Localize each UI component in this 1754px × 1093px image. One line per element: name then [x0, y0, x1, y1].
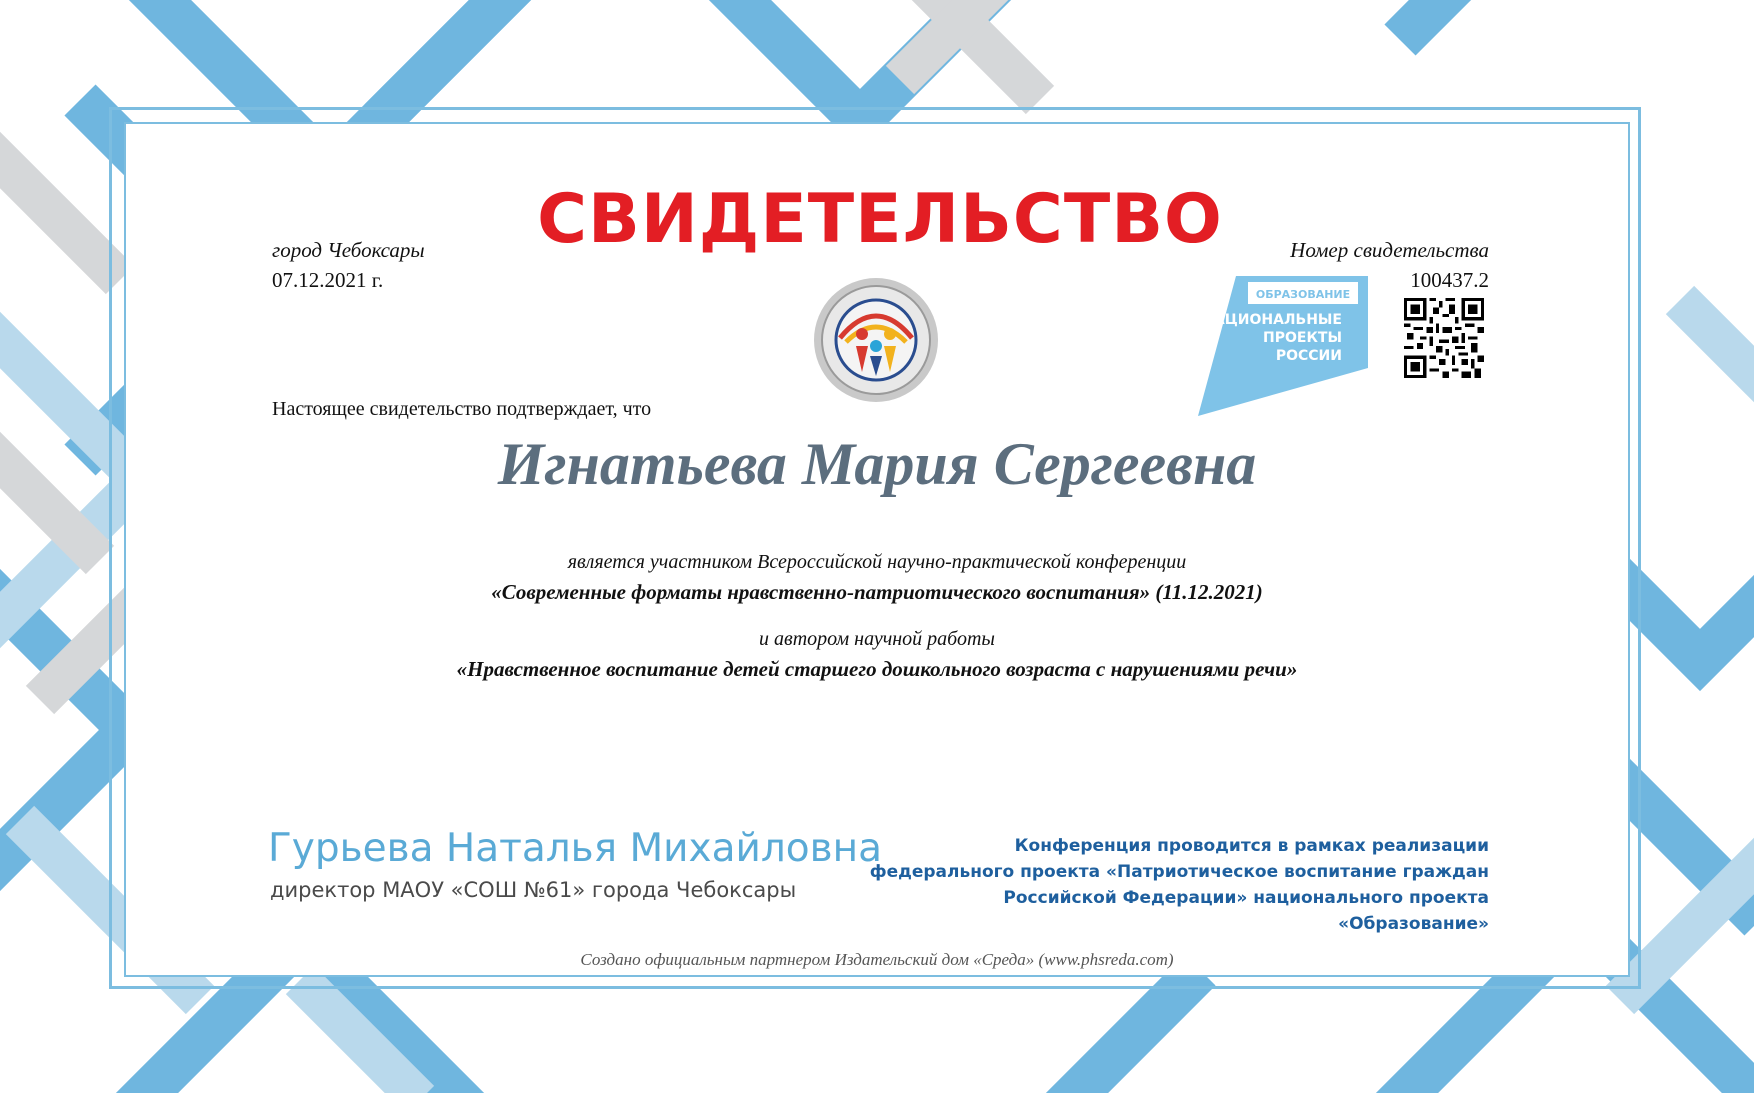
recipient-name: Игнатьева Мария Сергеевна	[497, 431, 1257, 497]
np-logo-line3: РОССИИ	[1275, 348, 1342, 364]
publisher-credit: Создано официальным партнером Издательский дом «Среда» (www.phsreda.com)	[580, 950, 1174, 969]
certificate-title: СВИДЕТЕЛЬСТВО	[537, 180, 1223, 259]
certificate-number-value: 100437.2	[1410, 268, 1489, 292]
conference-note-line2: федерального проекта «Патриотическое воспитание граждан	[869, 862, 1489, 882]
signatory-name: Гурьева Наталья Михайловна	[268, 826, 882, 871]
issue-date: 07.12.2021 г.	[272, 268, 384, 292]
author-line: и автором научной работы	[759, 628, 995, 650]
np-logo-top-text: ОБРАЗОВАНИЕ	[1255, 288, 1351, 301]
conference-note	[869, 833, 1489, 937]
participant-line: является участником Всероссийской научно-практической конференции	[567, 551, 1187, 573]
work-title: «Нравственное воспитание детей старшего дошкольного возраста с нарушениями речи»	[456, 657, 1298, 681]
conference-name: «Современные форматы нравственно-патриотического воспитания» (11.12.2021)	[491, 580, 1263, 604]
city-label: город Чебоксары	[272, 238, 425, 262]
school-emblem-icon	[812, 276, 940, 404]
national-projects-logo	[1192, 272, 1372, 418]
np-logo-line2: ПРОЕКТЫ	[1263, 330, 1342, 346]
conference-note-line3: Российской Федерации» национального проекта «Образование»	[1003, 888, 1489, 934]
certificate-number-label: Номер свидетельства	[1290, 238, 1489, 262]
signatory-position: директор МАОУ «СОШ №61» города Чебоксары	[270, 878, 797, 902]
confirmation-text: Настоящее свидетельство подтверждает, что	[272, 398, 652, 420]
conference-note-line1: Конференция проводится в рамках реализации	[1014, 836, 1489, 856]
np-logo-line1: НАЦИОНАЛЬНЫЕ	[1202, 312, 1342, 328]
qr-code-icon	[1404, 298, 1484, 378]
